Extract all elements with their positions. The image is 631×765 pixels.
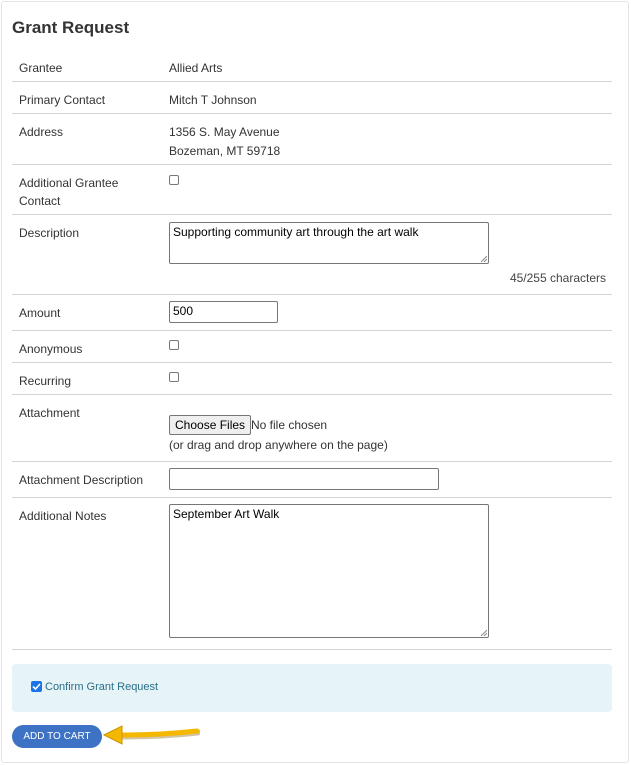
amount-value: 500 (173, 304, 194, 318)
additional-grantee-contact-row (12, 165, 612, 215)
grantee-row (12, 50, 612, 82)
address-row (12, 114, 612, 165)
amount-row (12, 295, 612, 331)
checkmark-icon (31, 681, 42, 692)
page-title: Grant Request (12, 18, 130, 37)
add-to-cart-button[interactable]: ADD TO CART (12, 725, 102, 748)
drag-drop-hint: (or drag and drop anywhere on the page) (169, 438, 388, 452)
anonymous-label: Anonymous (19, 342, 83, 356)
recurring-checkbox[interactable] (169, 372, 179, 382)
amount-label: Amount (19, 306, 61, 320)
primary-contact-row (12, 82, 612, 114)
additional-notes-label: Additional Notes (19, 509, 107, 523)
description-row (12, 215, 612, 295)
attachment-row (12, 395, 612, 462)
additional-notes-text: September Art Walk (173, 507, 280, 521)
confirm-panel (12, 664, 612, 712)
description-character-counter: 45/255 characters (509, 271, 606, 285)
primary-contact-label: Primary Contact (19, 93, 106, 107)
description-textarea[interactable] (169, 222, 489, 264)
amount-input[interactable] (169, 301, 278, 323)
address-label: Address (19, 125, 64, 139)
description-text: Supporting community art through the art walk (173, 225, 419, 239)
attachment-label: Attachment (19, 406, 80, 420)
choose-files-button[interactable]: Choose Files (169, 415, 251, 435)
primary-contact-value: Mitch T Johnson (169, 93, 257, 107)
recurring-label: Recurring (19, 374, 72, 388)
address-line-2: Bozeman, MT 59718 (169, 144, 281, 158)
attachment-description-input[interactable] (169, 468, 439, 490)
description-label: Description (19, 226, 80, 240)
file-status-text: No file chosen (251, 418, 328, 432)
confirm-label[interactable]: Confirm Grant Request (45, 681, 159, 693)
pointer-arrow-icon (100, 723, 200, 749)
attachment-description-row (12, 462, 612, 498)
additional-notes-textarea[interactable] (169, 504, 489, 638)
additional-grantee-contact-checkbox[interactable] (169, 175, 179, 185)
attachment-description-label: Attachment Description (19, 473, 144, 487)
resize-grip-icon[interactable] (480, 629, 487, 636)
address-line-1: 1356 S. May Avenue (169, 125, 280, 139)
grantee-value: Allied Arts (169, 61, 223, 75)
grantee-label: Grantee (19, 61, 63, 75)
recurring-row (12, 363, 612, 395)
anonymous-row (12, 331, 612, 363)
confirm-checkbox[interactable] (31, 681, 42, 692)
additional-grantee-contact-label: Additional Grantee Contact (19, 176, 119, 208)
resize-grip-icon[interactable] (480, 255, 487, 262)
additional-notes-row (12, 498, 612, 650)
anonymous-checkbox[interactable] (169, 340, 179, 350)
